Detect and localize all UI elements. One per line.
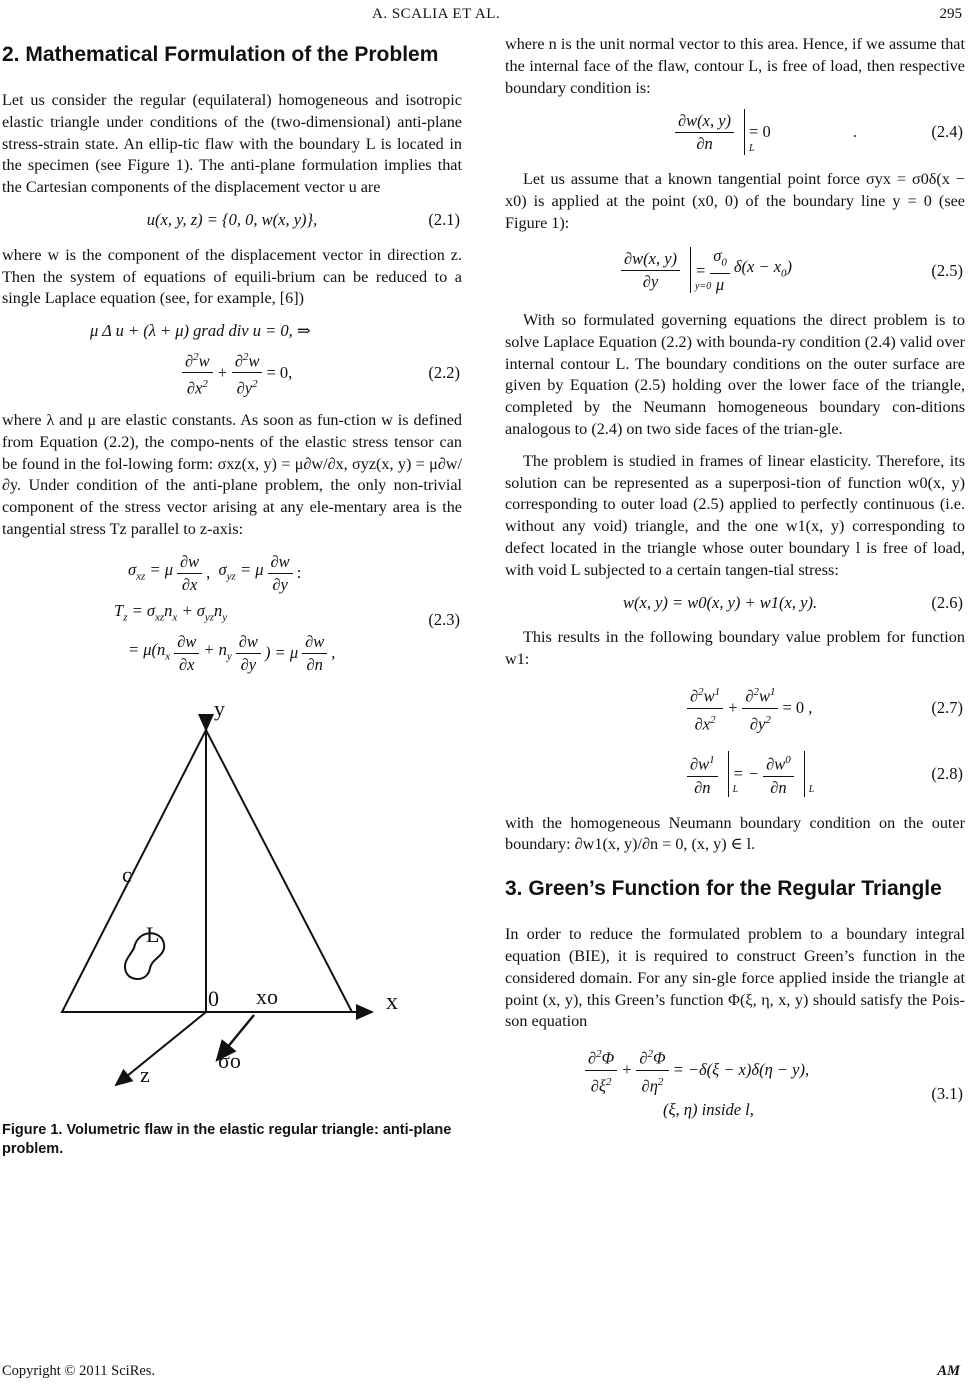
paragraph: This results in the following boundary value problem for function w1:: [505, 628, 965, 669]
equation-2-4: $\frac{\partial w(x, y)}{\partial n}$ L = 0 . (2.4): [505, 109, 965, 155]
label-x0: xo: [256, 983, 278, 1009]
label-y: y: [214, 695, 225, 721]
paragraph: Let us consider the regular (equilateral) homogeneous and isotropic elastic triangle under conditions of the (two-dimensional) anti-plane stress-strain state. An ellip-tic flaw with the boundary L is located in the specimen (see Figure 1). The anti-plane formulation implies that the Cartesian components of the displacement vector u are: [2, 91, 462, 197]
equation-condition: (ξ, η) inside l,: [663, 1100, 754, 1120]
equation-3-1: $\frac{\partial^2\Phi}{\partial\xi^2}$ + $\frac{\partial^2\Phi}{\partial\eta^2}$ = −δ(ξ − x)δ(η − y), (ξ, η) inside l, (3.1): [505, 1043, 965, 1121]
equation-body: u(x, y, z) = {0, 0, w(x, y)},: [146, 209, 318, 229]
section-3-heading: 3. Green’s Function for the Regular Triangle: [505, 877, 942, 901]
equation-2-7: $\frac{\partial^2w^1}{\partial x^2}$ + $\frac{\partial^2w^1}{\partial y^2}$ = 0 , (2.7): [505, 681, 965, 735]
equation-2-6: [505, 592, 965, 614]
label-z: z: [140, 1061, 150, 1087]
equation-body: w(x, y) = w0(x, y) + w1(x, y).: [623, 592, 818, 612]
paragraph: where λ and μ are elastic constants. As soon as fun-ction w is defined from Equation (2.2), the compo-nents of the elastic stress tensor can be found in the fol-lowing form: σxz(x, y) = μ∂w/∂x, σyz(x, y) = μ∂w/∂y. Under condition of the anti-plane problem, the only non-trivial component of the stress vector arising at any ele-mentary area is the tangential stress Tz parallel to z-axis:: [2, 410, 462, 538]
equation-number: (2.7): [931, 698, 963, 718]
label-x: x: [386, 988, 398, 1015]
equation-2-1: [2, 209, 462, 231]
paragraph: where w is the component of the displacement vector in direction z. Then the system of equations of equili-brium can be reduced to a single Laplace equation (see, for example, [6]): [2, 245, 462, 308]
figure-1: [2, 695, 462, 1095]
label-c: c: [122, 861, 132, 887]
right-column: [505, 34, 965, 1131]
equation-number: (2.3): [428, 609, 460, 629]
journal-abbrev: AM: [937, 1363, 960, 1379]
label-L: L: [146, 921, 160, 947]
figure-caption: Figure 1. Volumetric flaw in the elastic regular triangle: anti-plane problem.: [2, 1121, 452, 1157]
equation-number: (2.4): [931, 122, 963, 142]
equation-number: (2.2): [428, 363, 460, 383]
page-footer: [2, 1363, 964, 1380]
equation-number: (2.5): [931, 260, 963, 280]
running-title: A. SCALIA ET AL.: [372, 6, 501, 22]
page-number: 295: [939, 6, 962, 22]
equation-2-5: $\frac{\partial w(x, y)}{\partial y}$ y=0 = $\frac{\sigma_0}{\mu}$ $\delta(x - x_0)$ (2.5): [505, 245, 965, 296]
paragraph: In order to reduce the formulated problem to a boundary integral equation (BIE), it is required to construct Green’s function in the considered domain. For any sin-gle force applied inside the triangle at point (x, y), this Green’s function Φ(ξ, η, x, y) should satisfy the Pois-son equation: [505, 925, 965, 1031]
triangle-diagram: [2, 695, 462, 1095]
paragraph: Let us assume that a known tangential point force σyx = σ0δ(x − x0) is applied at the point (x0, 0) of the boundary line y = 0 (see Figure 1):: [505, 170, 965, 232]
left-column: [2, 34, 462, 1159]
paragraph: With so formulated governing equations the direct problem is to solve Laplace Equation (2.2) with bounda-ry condition (2.4) valid over internal contour L. The boundary conditions on the outer surface are given by Equation (2.5) holding over the lower face of the triangle, completed by the Neumann homogeneous boundary con-ditions analogous to (2.4) on two side faces of the trian-gle.: [505, 311, 965, 439]
equation-number: (2.1): [428, 209, 460, 229]
equation-2-8: $\frac{\partial w^1}{\partial n}$ L = − $\frac{\partial w^0}{\partial n}$ L (2.8): [505, 749, 965, 799]
paragraph: where n is the unit normal vector to this area. Hence, if we assume that the internal face of the flaw, contour L, is free of load, then respective boundary condition is:: [505, 35, 965, 97]
equation-number: (2.6): [931, 592, 963, 612]
equation-line: μ Δ u + (λ + μ) grad div u = 0, ⇒: [90, 321, 311, 341]
paragraph: The problem is studied in frames of linear elasticity. Therefore, its solution can be represented as a superposi-tion of function w0(x, y) corresponding to outer load (2.5) applied to perfectly continuous (i.e. without any void) triangle, and the one w1(x, y) corresponding to defect located in the triangle whose outer boundary l is free of load, with void L subjected to a certain tangen-tial stress:: [505, 451, 965, 579]
equation-2-2: μ Δ u + (λ + μ) grad div u = 0, ⇒ $\frac{\partial^2w}{\partial x^2}$ + $\frac{\partial^2w}{\partial y^2}$ = 0, (2.2): [90, 321, 460, 398]
label-sigma0: σo: [218, 1047, 241, 1073]
paragraph: with the homogeneous Neumann boundary condition on the outer boundary: ∂w1(x, y)/∂n = 0, (x, y) ∈ l.: [505, 813, 965, 854]
equation-number: (2.8): [931, 763, 963, 783]
equation-rhs: = −δ(ξ − x)δ(η − y),: [672, 1060, 810, 1080]
label-origin: 0: [208, 985, 219, 1011]
section-2-heading: 2. Mathematical Formulation of the Problem: [2, 43, 439, 66]
equation-2-3: $\sigma_{xz} = \mu$ $\frac{\partial w}{\partial x}$ , $\sigma_{yz} = \mu$ $\frac{\partial w}{\partial y}$ : $T_z = \sigma_{xz}n_x + \sigma_{yz}n_y$ = $\mu(n_x$ $\frac{\partial w}{\partial x}$ + $n_y$ $\frac{\partial w}{\partial y}$ ) = μ $\frac{\partial w}{\partial n}$ , (2.3): [114, 551, 460, 674]
copyright: Copyright © 2011 SciRes.: [2, 1363, 156, 1379]
page-header: [0, 6, 968, 28]
equation-number: (3.1): [931, 1084, 963, 1104]
